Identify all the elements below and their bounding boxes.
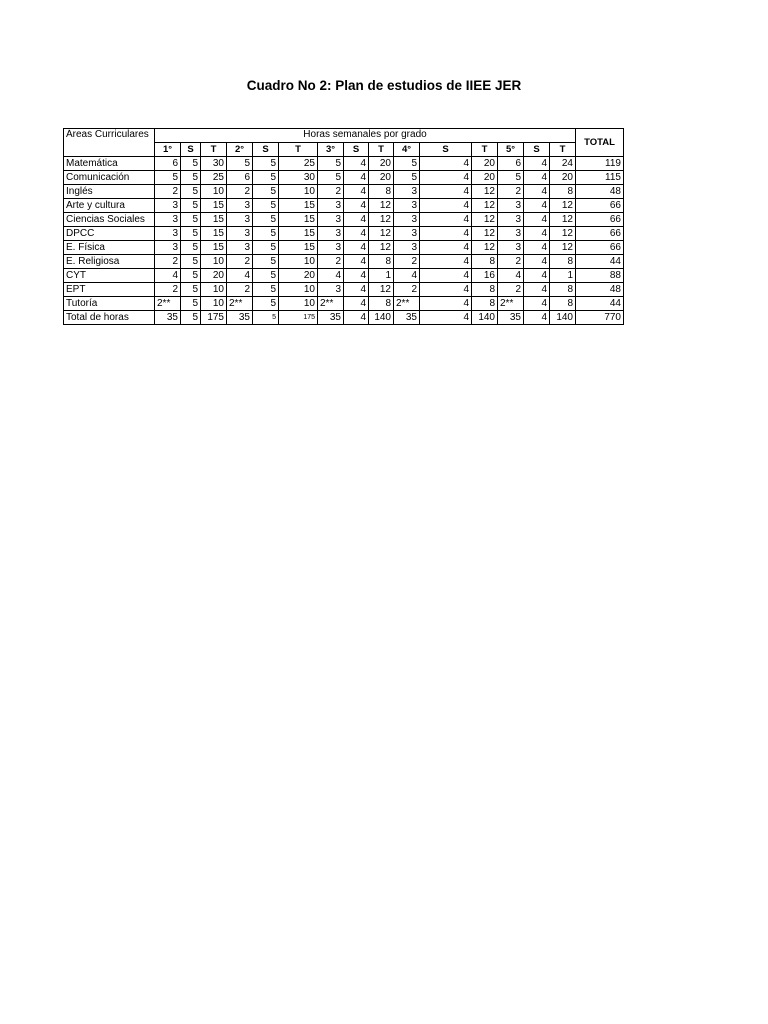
- hours-header: Horas semanales por grado: [155, 129, 576, 143]
- value-cell: 20: [279, 269, 318, 283]
- value-cell: 4: [344, 199, 369, 213]
- value-cell: 2**: [394, 297, 420, 311]
- value-cell: 15: [201, 213, 227, 227]
- table-row: [64, 241, 624, 255]
- value-cell: 4: [524, 227, 550, 241]
- value-cell: 3: [318, 213, 344, 227]
- value-cell: 2: [498, 255, 524, 269]
- subheader-cell: 5°: [498, 143, 524, 157]
- value-cell: 3: [227, 199, 253, 213]
- value-cell: 5: [318, 171, 344, 185]
- table-row: [64, 171, 624, 185]
- value-cell: 12: [472, 241, 498, 255]
- area-cell: EPT: [64, 283, 155, 297]
- value-cell: 35: [394, 311, 420, 325]
- value-cell: 5: [155, 171, 181, 185]
- value-cell: 4: [524, 255, 550, 269]
- value-cell: 4: [344, 227, 369, 241]
- value-cell: 12: [369, 241, 394, 255]
- value-cell: 10: [201, 255, 227, 269]
- value-cell: 20: [550, 171, 576, 185]
- area-cell: Arte y cultura: [64, 199, 155, 213]
- total-cell: 48: [576, 185, 624, 199]
- value-cell: 4: [420, 157, 472, 171]
- value-cell: 3: [318, 283, 344, 297]
- total-cell: 66: [576, 227, 624, 241]
- total-cell: 66: [576, 241, 624, 255]
- value-cell: 5: [181, 255, 201, 269]
- value-cell: 4: [344, 171, 369, 185]
- value-cell: 2: [155, 185, 181, 199]
- value-cell: 4: [155, 269, 181, 283]
- value-cell: 3: [394, 185, 420, 199]
- value-cell: 12: [472, 227, 498, 241]
- value-cell: 2: [155, 255, 181, 269]
- value-cell: 12: [472, 185, 498, 199]
- value-cell: 12: [550, 241, 576, 255]
- subheader-cell: 2°: [227, 143, 253, 157]
- value-cell: 4: [344, 283, 369, 297]
- value-cell: 4: [524, 171, 550, 185]
- value-cell: 8: [472, 283, 498, 297]
- value-cell: 12: [369, 199, 394, 213]
- total-cell: 44: [576, 297, 624, 311]
- value-cell: 15: [279, 227, 318, 241]
- area-cell: Tutoría: [64, 297, 155, 311]
- area-cell: Total de horas: [64, 311, 155, 325]
- value-cell: 4: [524, 241, 550, 255]
- value-cell: 4: [344, 269, 369, 283]
- subheader-cell: S: [344, 143, 369, 157]
- value-cell: 25: [279, 157, 318, 171]
- value-cell: 4: [524, 269, 550, 283]
- value-cell: 3: [394, 227, 420, 241]
- value-cell: 3: [318, 199, 344, 213]
- value-cell: 3: [155, 241, 181, 255]
- area-cell: E. Física: [64, 241, 155, 255]
- value-cell: 5: [181, 171, 201, 185]
- value-cell: 4: [420, 241, 472, 255]
- total-column-header: TOTAL: [576, 129, 624, 157]
- value-cell: 4: [420, 283, 472, 297]
- value-cell: 4: [318, 269, 344, 283]
- value-cell: 4: [420, 255, 472, 269]
- value-cell: 6: [155, 157, 181, 171]
- value-cell: 8: [369, 185, 394, 199]
- value-cell: 4: [524, 283, 550, 297]
- total-cell: 88: [576, 269, 624, 283]
- value-cell: 2: [155, 283, 181, 297]
- subheader-cell: S: [420, 143, 472, 157]
- value-cell: 8: [369, 297, 394, 311]
- value-cell: 4: [420, 171, 472, 185]
- total-cell: 44: [576, 255, 624, 269]
- value-cell: 3: [155, 199, 181, 213]
- value-cell: 140: [472, 311, 498, 325]
- value-cell: 12: [369, 213, 394, 227]
- value-cell: 3: [394, 241, 420, 255]
- value-cell: 4: [524, 199, 550, 213]
- value-cell: 4: [344, 311, 369, 325]
- value-cell: 3: [227, 227, 253, 241]
- value-cell: 3: [155, 227, 181, 241]
- value-cell: 3: [318, 227, 344, 241]
- value-cell: 4: [420, 199, 472, 213]
- value-cell: 3: [394, 199, 420, 213]
- value-cell: 8: [369, 255, 394, 269]
- total-cell: 119: [576, 157, 624, 171]
- value-cell: 20: [472, 171, 498, 185]
- value-cell: 3: [498, 227, 524, 241]
- value-cell: 10: [279, 255, 318, 269]
- subheader-cell: T: [550, 143, 576, 157]
- value-cell: 35: [227, 311, 253, 325]
- value-cell: 15: [201, 241, 227, 255]
- area-cell: Matemática: [64, 157, 155, 171]
- value-cell: 15: [279, 241, 318, 255]
- value-cell: 12: [472, 213, 498, 227]
- value-cell: 4: [344, 241, 369, 255]
- value-cell: 2: [394, 283, 420, 297]
- value-cell: 5: [253, 185, 279, 199]
- value-cell: 12: [550, 227, 576, 241]
- table-row: [64, 213, 624, 227]
- value-cell: 2**: [227, 297, 253, 311]
- value-cell: 3: [318, 241, 344, 255]
- value-cell: 3: [498, 213, 524, 227]
- value-cell: 5: [227, 157, 253, 171]
- value-cell: 4: [420, 297, 472, 311]
- value-cell: 2: [498, 283, 524, 297]
- value-cell: 5: [181, 283, 201, 297]
- table-row: [64, 227, 624, 241]
- value-cell: 1: [550, 269, 576, 283]
- value-cell: 6: [227, 171, 253, 185]
- value-cell: 4: [420, 311, 472, 325]
- value-cell: 12: [369, 283, 394, 297]
- value-cell: 3: [227, 213, 253, 227]
- value-cell: 4: [524, 213, 550, 227]
- value-cell: 2: [227, 255, 253, 269]
- value-cell: 15: [201, 227, 227, 241]
- value-cell: 12: [550, 213, 576, 227]
- value-cell: 8: [550, 185, 576, 199]
- total-cell: 770: [576, 311, 624, 325]
- value-cell: 4: [344, 157, 369, 171]
- area-cell: E. Religiosa: [64, 255, 155, 269]
- area-cell: DPCC: [64, 227, 155, 241]
- value-cell: 2: [227, 185, 253, 199]
- value-cell: 12: [369, 227, 394, 241]
- value-cell: 4: [498, 269, 524, 283]
- value-cell: 5: [253, 213, 279, 227]
- value-cell: 5: [253, 227, 279, 241]
- value-cell: 3: [498, 241, 524, 255]
- value-cell: 5: [181, 199, 201, 213]
- value-cell: 4: [394, 269, 420, 283]
- total-cell: 66: [576, 213, 624, 227]
- value-cell: 15: [279, 213, 318, 227]
- value-cell: 4: [344, 255, 369, 269]
- value-cell: 24: [550, 157, 576, 171]
- value-cell: 35: [498, 311, 524, 325]
- table-row: [64, 311, 624, 325]
- area-cell: Comunicación: [64, 171, 155, 185]
- value-cell: 25: [201, 171, 227, 185]
- value-cell: 20: [201, 269, 227, 283]
- value-cell: 5: [318, 157, 344, 171]
- value-cell: 5: [253, 283, 279, 297]
- value-cell: 3: [394, 213, 420, 227]
- value-cell: 5: [253, 199, 279, 213]
- value-cell: 5: [253, 297, 279, 311]
- subheader-cell: T: [472, 143, 498, 157]
- value-cell: 35: [155, 311, 181, 325]
- value-cell: 8: [472, 297, 498, 311]
- subheader-cell: T: [279, 143, 318, 157]
- value-cell: 2: [227, 283, 253, 297]
- value-cell: 10: [201, 283, 227, 297]
- total-cell: 115: [576, 171, 624, 185]
- subheader-cell: T: [201, 143, 227, 157]
- value-cell: 20: [369, 157, 394, 171]
- value-cell: 15: [279, 199, 318, 213]
- value-cell: 4: [420, 227, 472, 241]
- value-cell: 5: [253, 171, 279, 185]
- table-row: [64, 269, 624, 283]
- value-cell: 5: [253, 269, 279, 283]
- table-body: [64, 157, 624, 325]
- table-row: [64, 157, 624, 171]
- value-cell: 20: [472, 157, 498, 171]
- value-cell: 2: [318, 185, 344, 199]
- subheader-cell: S: [524, 143, 550, 157]
- value-cell: 4: [344, 213, 369, 227]
- value-cell: 2**: [498, 297, 524, 311]
- table-row: [64, 297, 624, 311]
- value-cell: 4: [524, 185, 550, 199]
- value-cell: 3: [155, 213, 181, 227]
- subheader-cell: 4°: [394, 143, 420, 157]
- total-cell: 66: [576, 199, 624, 213]
- value-cell: 5: [498, 171, 524, 185]
- table-row: [64, 185, 624, 199]
- value-cell: 4: [420, 269, 472, 283]
- value-cell: 4: [524, 311, 550, 325]
- value-cell: 5: [181, 269, 201, 283]
- area-cell: Inglés: [64, 185, 155, 199]
- subheader-cell: S: [253, 143, 279, 157]
- value-cell: 2: [318, 255, 344, 269]
- value-cell: 6: [498, 157, 524, 171]
- value-cell: 4: [344, 185, 369, 199]
- value-cell: 5: [181, 297, 201, 311]
- area-column-header: Áreas Curriculares: [64, 129, 155, 157]
- area-cell: CYT: [64, 269, 155, 283]
- document-title: Cuadro No 2: Plan de estudios de IIEE JER: [246, 78, 522, 93]
- value-cell: 5: [394, 157, 420, 171]
- value-cell: 10: [201, 297, 227, 311]
- value-cell: 1: [369, 269, 394, 283]
- value-cell: 4: [420, 185, 472, 199]
- value-cell: 5: [253, 241, 279, 255]
- value-cell: 8: [550, 283, 576, 297]
- table-row: [64, 199, 624, 213]
- value-cell: 4: [420, 213, 472, 227]
- value-cell: 5: [253, 311, 279, 325]
- subheader-cell: 1°: [155, 143, 181, 157]
- value-cell: 4: [524, 157, 550, 171]
- value-cell: 4: [344, 297, 369, 311]
- value-cell: 10: [201, 185, 227, 199]
- value-cell: 140: [369, 311, 394, 325]
- value-cell: 5: [394, 171, 420, 185]
- value-cell: 175: [279, 311, 318, 325]
- value-cell: 175: [201, 311, 227, 325]
- value-cell: 30: [279, 171, 318, 185]
- value-cell: 5: [181, 185, 201, 199]
- area-cell: Ciencias Sociales: [64, 213, 155, 227]
- value-cell: 10: [279, 185, 318, 199]
- value-cell: 5: [181, 311, 201, 325]
- value-cell: 20: [369, 171, 394, 185]
- value-cell: 5: [181, 227, 201, 241]
- value-cell: 30: [201, 157, 227, 171]
- value-cell: 12: [550, 199, 576, 213]
- curriculum-table: [63, 128, 624, 325]
- subheader-cell: T: [369, 143, 394, 157]
- table-row: [64, 283, 624, 297]
- value-cell: 8: [550, 297, 576, 311]
- value-cell: 4: [227, 269, 253, 283]
- value-cell: 2: [498, 185, 524, 199]
- value-cell: 2: [394, 255, 420, 269]
- value-cell: 2**: [318, 297, 344, 311]
- value-cell: 12: [472, 199, 498, 213]
- value-cell: 8: [550, 255, 576, 269]
- value-cell: 10: [279, 283, 318, 297]
- value-cell: 140: [550, 311, 576, 325]
- value-cell: 4: [524, 297, 550, 311]
- table-row: [64, 255, 624, 269]
- value-cell: 5: [181, 241, 201, 255]
- value-cell: 35: [318, 311, 344, 325]
- value-cell: 5: [253, 157, 279, 171]
- value-cell: 5: [181, 213, 201, 227]
- value-cell: 15: [201, 199, 227, 213]
- subheader-cell: 3°: [318, 143, 344, 157]
- value-cell: 16: [472, 269, 498, 283]
- value-cell: 3: [227, 241, 253, 255]
- subheader-cell: S: [181, 143, 201, 157]
- value-cell: 10: [279, 297, 318, 311]
- value-cell: 2**: [155, 297, 181, 311]
- value-cell: 8: [472, 255, 498, 269]
- value-cell: 3: [498, 199, 524, 213]
- total-cell: 48: [576, 283, 624, 297]
- value-cell: 5: [181, 157, 201, 171]
- value-cell: 5: [253, 255, 279, 269]
